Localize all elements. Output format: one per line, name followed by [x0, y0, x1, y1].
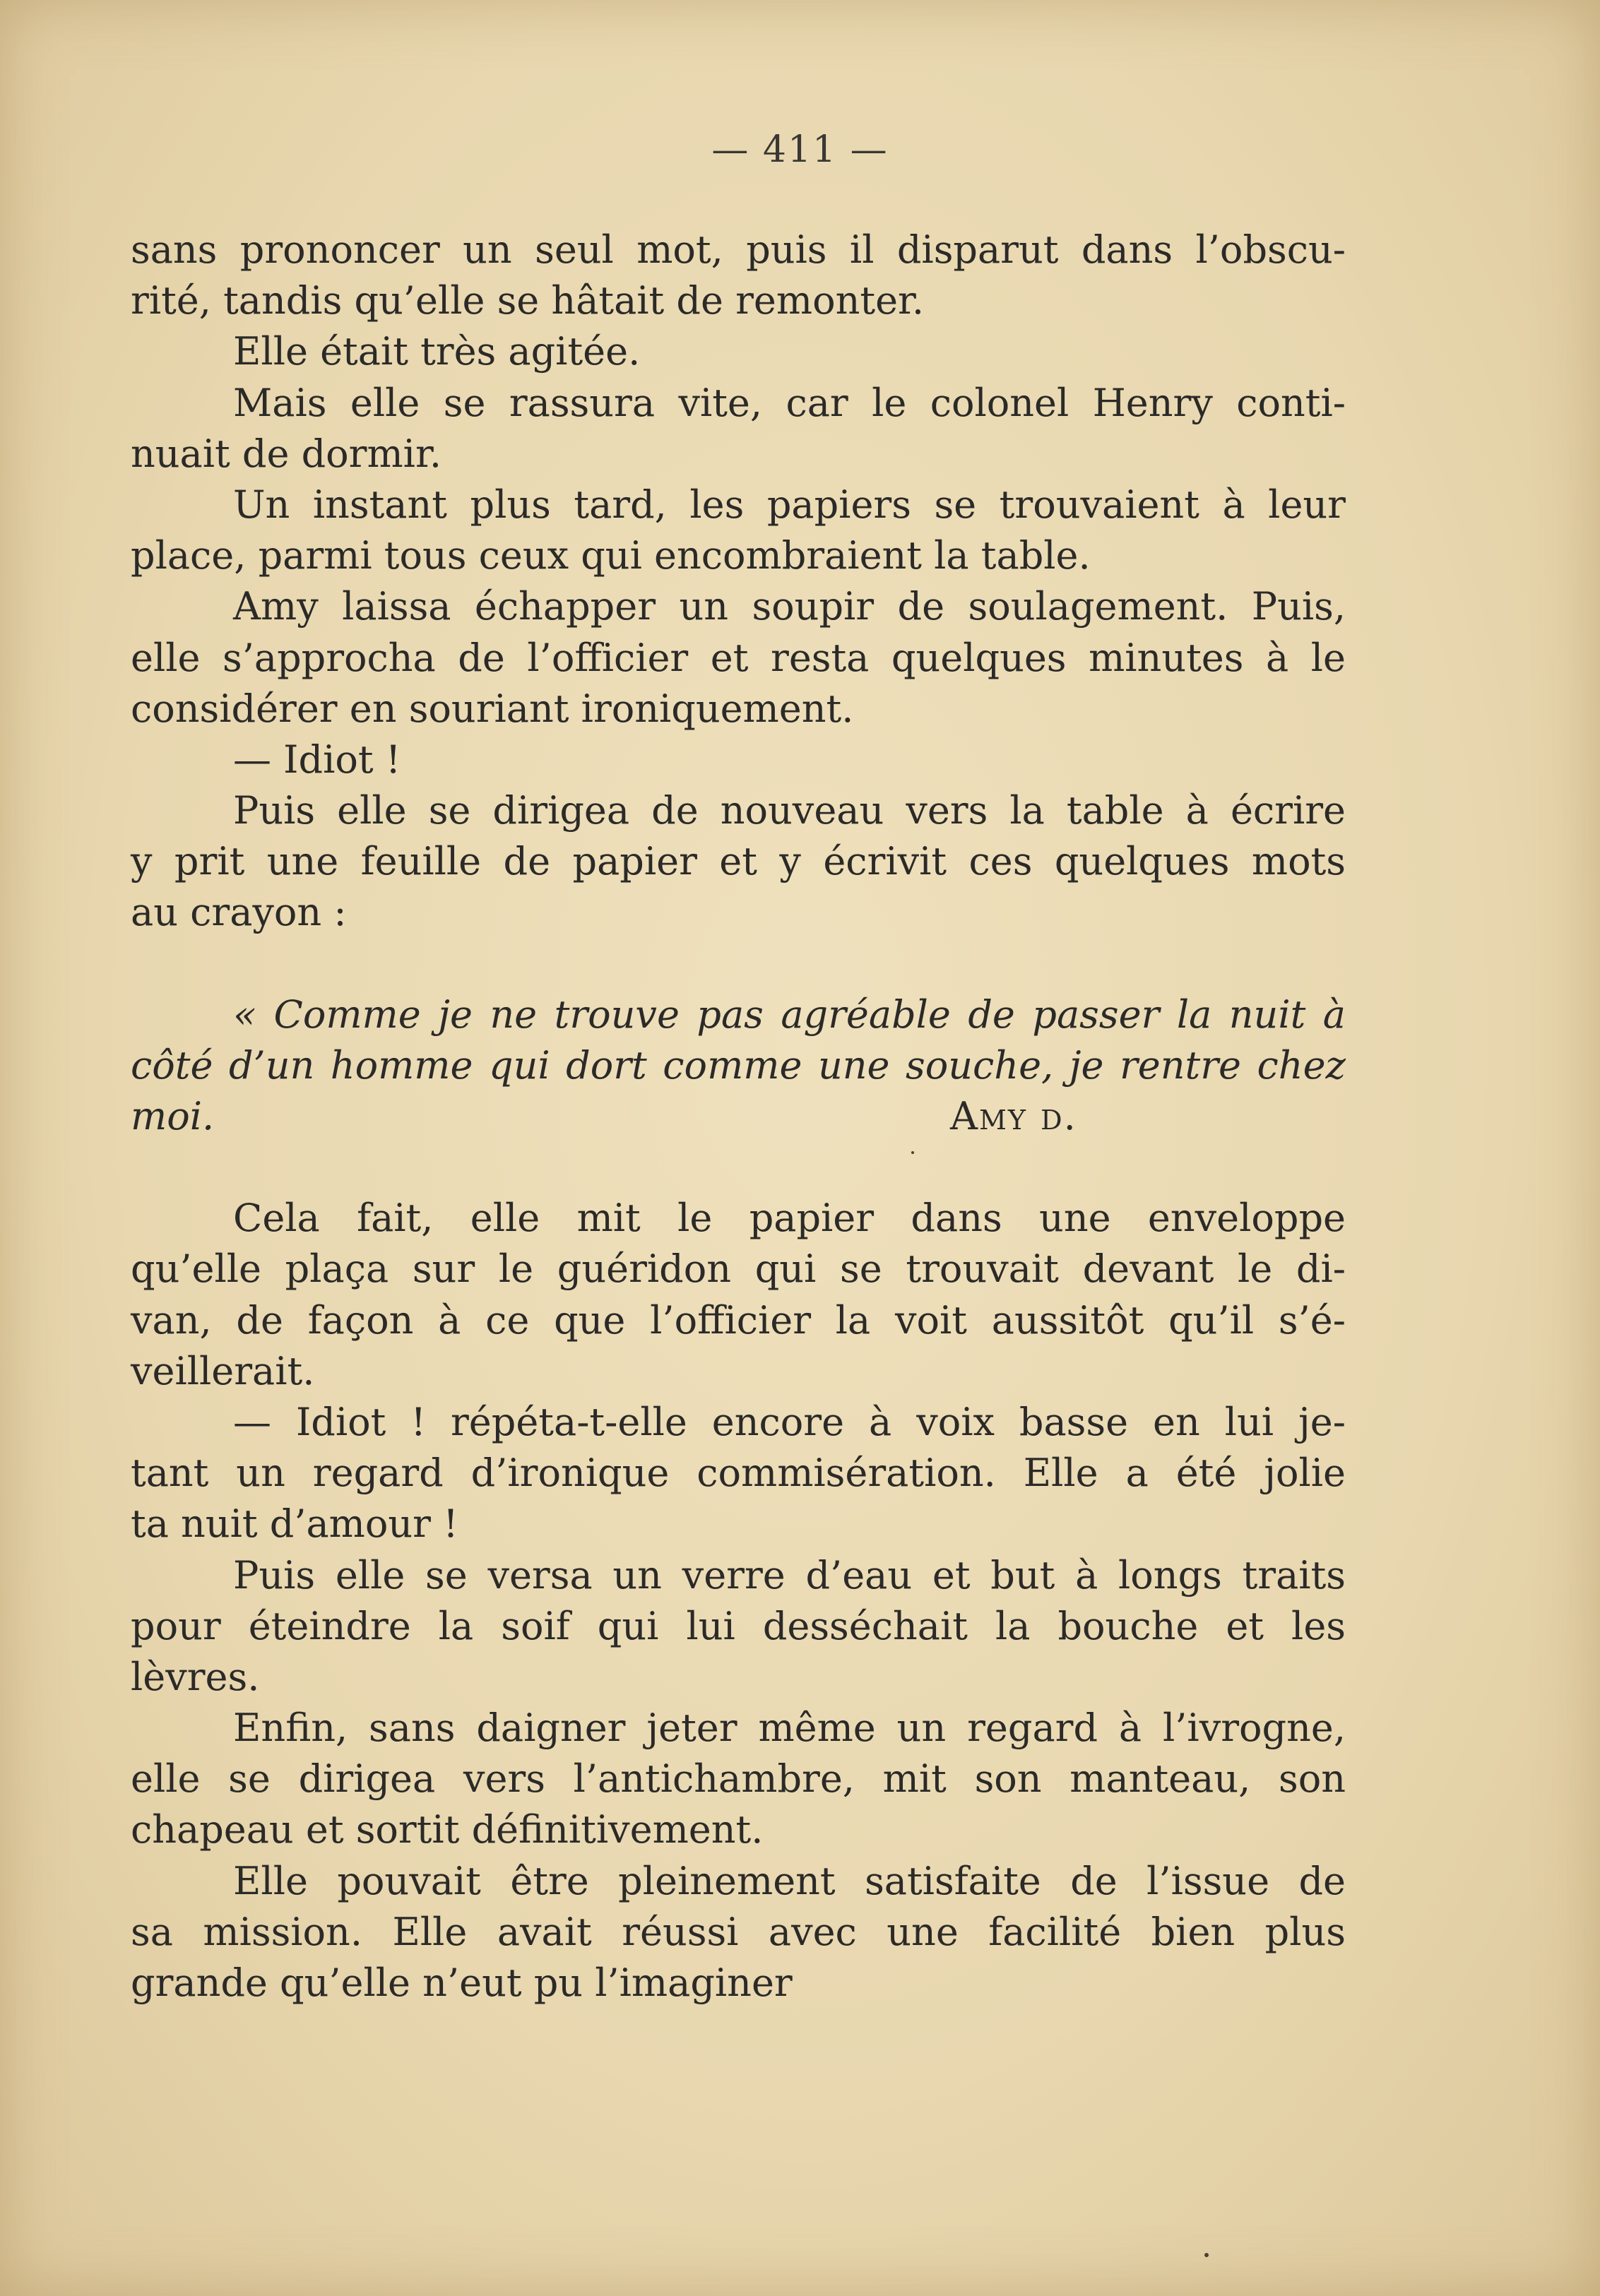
- text-line: — Idiot !: [233, 737, 401, 782]
- text-line: Mais elle se rassura vite, car le colonel Henry conti-: [233, 380, 1346, 425]
- spacer: [131, 939, 1346, 989]
- text-line: — Idiot ! répéta-t-elle encore à voix basse en lui je-: [233, 1399, 1346, 1444]
- text-line: Enfin, sans daigner jeter même un regard à l’ivrogne,: [233, 1706, 1346, 1751]
- text-line: chapeau et sortit définitivement.: [131, 1807, 764, 1852]
- text-line: sans prononcer un seul mot, puis il disparut dans l’obscu-: [131, 227, 1346, 272]
- text-line: au crayon :: [131, 890, 347, 935]
- text-line: grande qu’elle n’eut pu l’imaginer: [131, 1961, 793, 2005]
- text-line: Elle pouvait être pleinement satisfaite de l’issue de: [233, 1858, 1346, 1903]
- text-line: nuait de dormir.: [131, 431, 442, 476]
- body-text: [131, 225, 1346, 2009]
- quote-line: moi.: [131, 1094, 215, 1138]
- text-line: lèvres.: [131, 1654, 260, 1699]
- text-line: y prit une feuille de papier et y écrivit ces quelques mots: [131, 839, 1346, 884]
- text-line: elle se dirigea vers l’antichambre, mit son manteau, son: [131, 1756, 1346, 1802]
- spacer: [131, 1142, 1346, 1193]
- text-line: considérer en souriant ironiquement.: [131, 686, 854, 731]
- text-line: Puis elle se dirigea de nouveau vers la table à écrire: [233, 788, 1346, 833]
- text-line: Amy laissa échapper un soupir de soulagement. Puis,: [233, 584, 1346, 629]
- quote-line: « Comme je ne trouve pas agréable de passer la nuit à: [233, 992, 1346, 1037]
- quote-closing: [131, 1091, 1346, 1142]
- paper-speck: [911, 1151, 914, 1154]
- signature: Amy d.: [950, 1094, 1077, 1138]
- text-line: Puis elle se versa un verre d’eau et but à longs traits: [233, 1552, 1346, 1598]
- text-line: ta nuit d’amour !: [131, 1501, 458, 1547]
- text-line: sa mission. Elle avait réussi avec une facilité bien plus: [131, 1909, 1346, 1954]
- text-line: elle s’approcha de l’officier et resta quelques minutes à le: [131, 635, 1346, 680]
- text-line: Cela fait, elle mit le papier dans une enveloppe: [233, 1196, 1346, 1241]
- text-line: rité, tandis qu’elle se hâtait de remonter.: [131, 278, 925, 323]
- text-line: qu’elle plaça sur le guéridon qui se trouvait devant le di-: [131, 1247, 1346, 1292]
- quote-line: côté d’un homme qui dort comme une souche, je rentre chez: [131, 1042, 1346, 1088]
- paper-speck: [1204, 2253, 1209, 2257]
- text-line: Elle était très agitée.: [233, 329, 641, 374]
- text-line: van, de façon à ce que l’officier la voit aussitôt qu’il s’é-: [131, 1297, 1346, 1343]
- page-number: — 411 —: [711, 129, 889, 171]
- text-line: place, parmi tous ceux qui encombraient la table.: [131, 533, 1091, 578]
- text-line: Un instant plus tard, les papiers se trouvaient à leur: [233, 482, 1346, 527]
- text-line: veillerait.: [131, 1348, 315, 1393]
- text-line: pour éteindre la soif qui lui desséchait la bouche et les: [131, 1603, 1346, 1648]
- text-line: tant un regard d’ironique commisération. Elle a été jolie: [131, 1451, 1346, 1496]
